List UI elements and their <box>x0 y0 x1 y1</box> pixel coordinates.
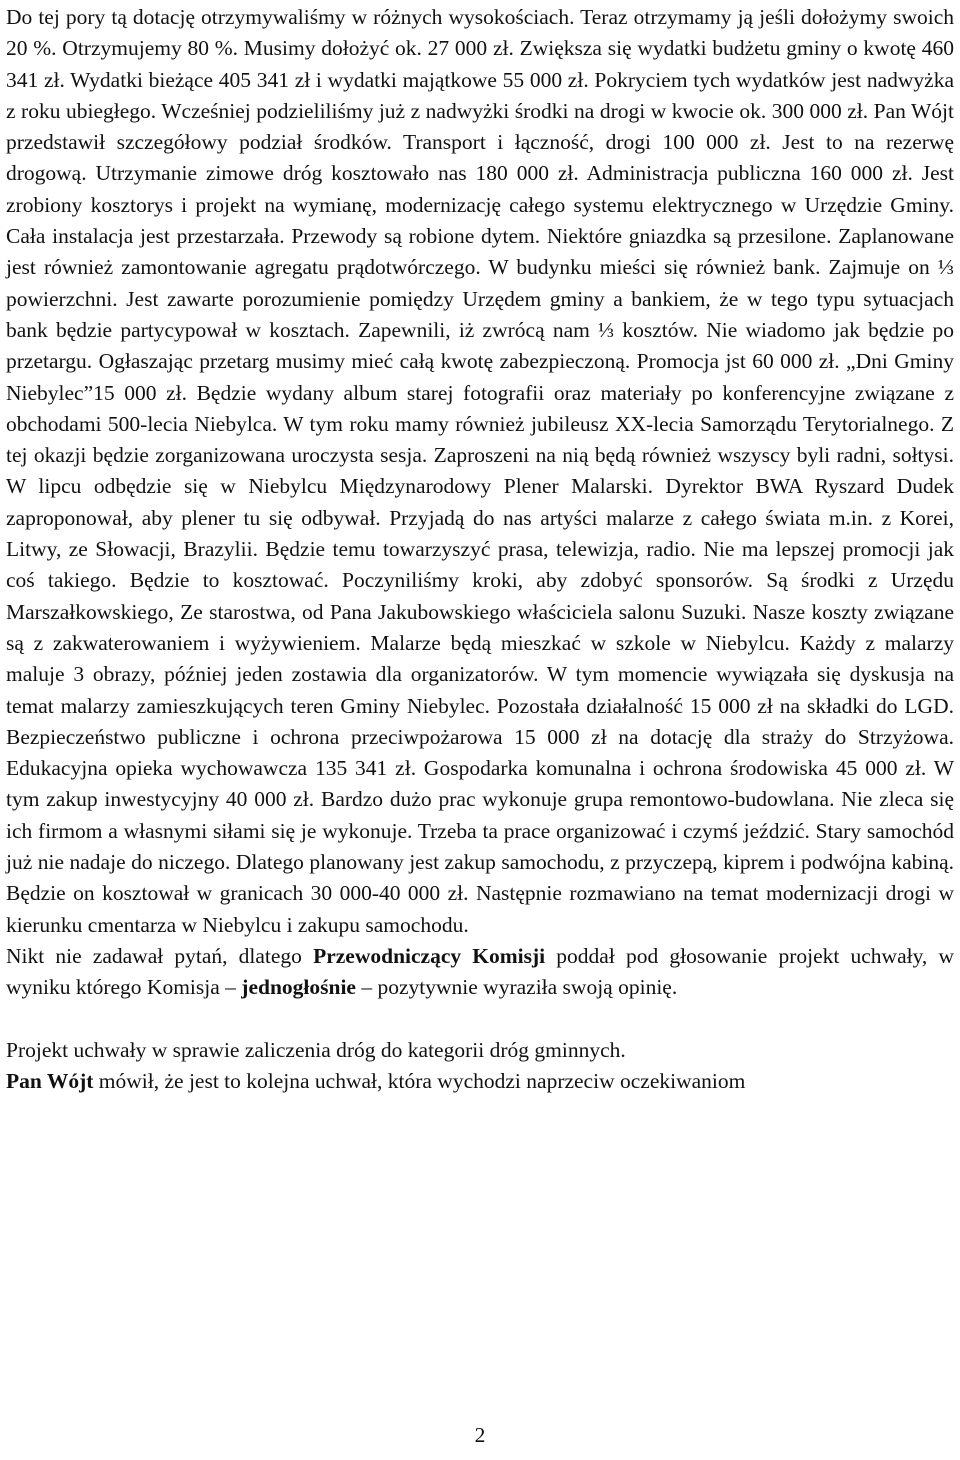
resolution-title-paragraph: Projekt uchwały w sprawie zaliczenia dróg do kategorii dróg gminnych. <box>6 1037 626 1062</box>
vote-paragraph <box>6 941 954 1004</box>
paragraph-spacer <box>6 1004 954 1035</box>
mayor-label: Pan Wójt <box>6 1068 94 1093</box>
budget-discussion-paragraph: Do tej pory tą dotację otrzymywaliśmy w różnych wysokościach. Teraz otrzymamy ją jeśli dołożymy swoich 20 %. Otrzymujemy 80 %. Musimy dołożyć ok. 27 000 zł. Zwiększa się wydatki budżetu gminy o kwotę 460 341 zł. Wydatki bieżące 405 341 zł i wydatki majątkowe 55 000 zł. Pokryciem tych wydatków jest nadwyżka z roku ubiegłego. Wcześniej podzieliliśmy już z nadwyżki środki na drogi w kwocie ok. 300 000 zł. Pan Wójt przedstawił szczegółowy podział środków. Transport i łączność, drogi 100 000 zł. Jest to na rezerwę drogową. Utrzymanie zimowe dróg kosztowało nas 180 000 zł. Administracja publiczna 160 000 zł. Jest zrobiony kosztorys i projekt na wymianę, modernizację całego systemu elektrycznego w Urzędzie Gminy. Cała instalacja jest przestarzała. Przewody są robione dytem. Niektóre gniazdka są przesilone. Zaplanowane jest również zamontowanie agregatu prądotwórczego. W budynku mieści się również bank. Zajmuje on ⅓ powierzchni. Jest zawarte porozumienie pomiędzy Urzędem gminy a bankiem, że w tego typu sytuacjach bank będzie partycypował w kosztach. Zapewnili, iż zwrócą nam ⅓ kosztów. Nie wiadomo jak będzie po przetargu. Ogłaszając przetarg musimy mieć całą kwotę zabezpieczoną. Promocja jst 60 000 zł. „Dni Gminy Niebylec”15 000 zł. Będzie wydany album starej fotografii oraz materiały po konferencyjne związane z obchodami 500-lecia Niebylca. W tym roku mamy również jubileusz XX-lecia Samorządu Terytorialnego. Z tej okazji będzie zorganizowana uroczysta sesja. Zaproszeni na nią będą również wszyscy byli radni, sołtysi. W lipcu odbędzie się w Niebylcu Międzynarodowy Plener Malarski. Dyrektor BWA Ryszard Dudek zaproponował, aby plener tu się odbywał. Przyjadą do nas artyści malarze z całego świata m.in. z Korei, Litwy, ze Słowacji, Brazylii. Będzie temu towarzyszyć prasa, telewizja, radio. Nie ma lepszej promocji jak coś takiego. Będzie to kosztować. Poczyniliśmy kroki, aby zdobyć sponsorów. Są środki z Urzędu Marszałkowskiego, Ze starostwa, od Pana Jakubowskiego właściciela salonu Suzuki. Nasze koszty związane są z zakwaterowaniem i wyżywieniem. Malarze będą mieszkać w szkole w Niebylcu. Każdy z malarzy maluje 3 obrazy, później jeden zostawia dla organizatorów. W tym momencie wywiązała się dyskusja na temat malarzy zamieszkujących teren Gminy Niebylec. Pozostała działalność 15 000 zł na składki do LGD. Bezpieczeństwo publiczne i ochrona przeciwpożarowa 15 000 zł na dotację dla straży do Strzyżowa. Edukacyjna opieka wychowawcza 135 341 zł. Gospodarka komunalna i ochrona środowiska 45 000 zł. W tym zakup inwestycyjny 40 000 zł. Bardzo dużo prac wykonuje grupa remontowo-budowlana. Nie zleca się ich firmom a własnymi siłami się je wykonuje. Trzeba ta prace organizować i czymś jeździć. Stary samochód już nie nadaje do niczego. Dlatego planowany jest zakup samochodu, z przyczepą, kiprem i podwójna kabiną. Będzie on kosztował w granicach 30 000-40 000 zł. Następnie rozmawiano na temat modernizacji drogi w kierunku cmentarza w Niebylcu i zakupu samochodu. <box>6 5 954 937</box>
vote-text-1: Nikt nie zadawał pytań, dlatego <box>6 943 314 968</box>
document-page <box>6 2 954 1097</box>
page-number: 2 <box>474 1423 486 1447</box>
unanimous-label: jednogłośnie <box>241 975 356 1000</box>
vote-text-3: – pozytywnie wyraziła swoją opinię. <box>355 975 678 1000</box>
committee-chairman-label: Przewodniczący Komisji <box>313 943 546 968</box>
vote-text-2: poddał pod głosowanie projekt uchwały, w wyniku którego Komisja – <box>6 943 954 1000</box>
mayor-text: mówił, że jest to kolejna uchwał, która wychodzi naprzeciw oczekiwaniom <box>93 1068 746 1093</box>
mayor-paragraph <box>6 1066 954 1097</box>
